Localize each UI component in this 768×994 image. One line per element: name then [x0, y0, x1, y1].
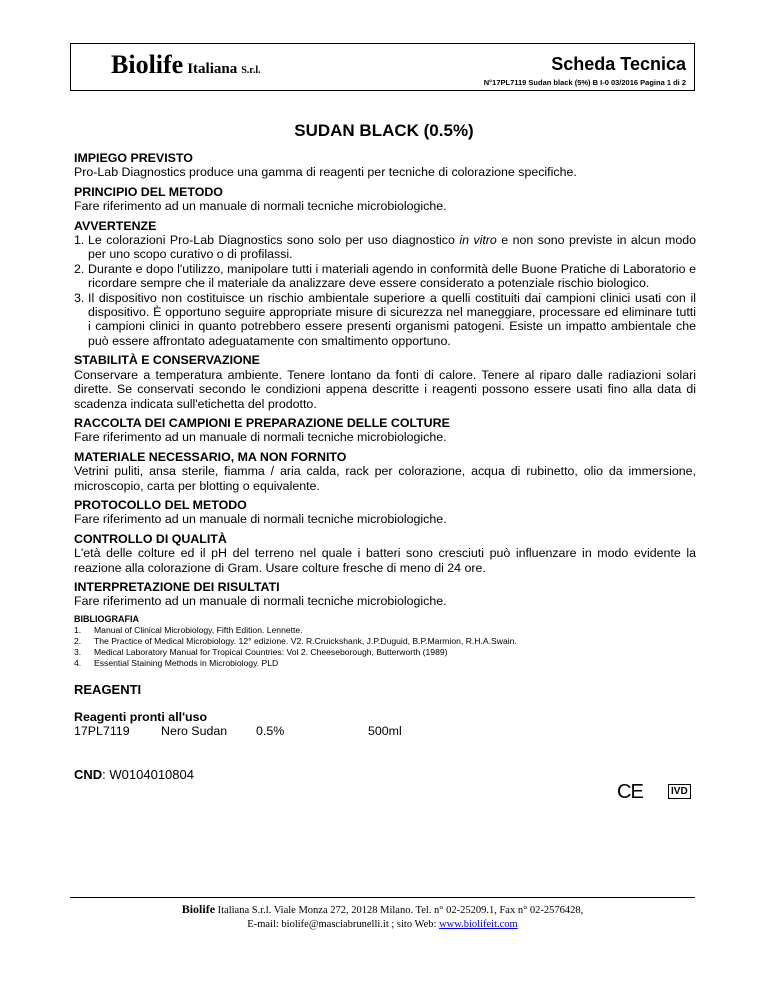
section-reagenti [74, 682, 696, 739]
section-text: Fare riferimento ad un manuale di normali tecniche microbiologiche. [74, 199, 447, 214]
section-text: Conservare a temperatura ambiente. Tenere lontano da fonti di calore. Tenere al riparo dalle radiazioni solari dirette. Se conservati secondo le condizioni appena descritte i reagenti possono essere usati fino alla data di scadenza indicata sull'etichetta del prodotto. [74, 367, 696, 411]
section-heading: PRINCIPIO DEL METODO [74, 184, 223, 199]
section-materiale [74, 450, 696, 493]
section-text: Fare riferimento ad un manuale di normali tecniche microbiologiche. [74, 430, 447, 445]
section-heading: CONTROLLO DI QUALITÀ [74, 531, 227, 546]
reagent-concentration: 0.5% [256, 724, 285, 739]
cnd-code: CND: W0104010804 [74, 767, 194, 783]
ivd-mark-icon: IVD [668, 784, 691, 799]
section-bibliografia [74, 614, 696, 669]
reagent-volume: 500ml [368, 724, 402, 739]
list-item: 1. Le colorazioni Pro-Lab Diagnostics sono solo per uso diagnostico in vitro e non sono previste in alcun modo per uno scopo curativo o di profilassi. [74, 233, 696, 262]
sheet-reference: N°17PL7119 Sudan black (5%) B I-0 03/2016 Pagina 1 di 2 [483, 78, 686, 87]
reagents-subheading: Reagenti pronti all'uso [74, 709, 208, 724]
brand-suffix: S.r.l. [241, 65, 261, 76]
brand-logo [111, 50, 261, 80]
section-heading: STABILITÀ E CONSERVAZIONE [74, 353, 260, 368]
section-heading: AVVERTENZE [74, 218, 157, 233]
brand-main: Biolife [111, 50, 184, 79]
section-principio [74, 185, 696, 214]
reagent-code: 17PL7119 [74, 724, 130, 739]
document-title: SUDAN BLACK (0.5%) [294, 121, 474, 140]
document-body [74, 151, 696, 783]
ce-mark-icon: CE [617, 781, 643, 803]
list-item: 3. Il dispositivo non costituisce un rischio ambientale superiore a quelli costituiti dai campioni clinici usati con il dispositivo. È opportuno seguire appropriate misure di sicurezza nel maneggiare, processare ed eliminare tutti i campioni clinici in quanto potrebbero essere presenti organismi patogeni. Esiste un impatto ambientale che può essere affrontato adeguatamente con smaltimento opportuno. [74, 290, 696, 348]
section-text: Fare riferimento ad un manuale di normali tecniche microbiologiche. [74, 594, 447, 609]
sheet-title: Scheda Tecnica [551, 54, 686, 74]
section-interpretazione [74, 580, 696, 609]
warnings-list [74, 233, 696, 348]
section-heading: BIBLIOGRAFIA [74, 613, 139, 624]
section-text: L'età delle colture ed il pH del terreno nel quale i batteri sono cresciuti può influenzare in modo evidente la reazione alla colorazione di Gram. Usare colture fresche di meno di 24 ore. [74, 546, 696, 575]
list-item: 2. Durante e dopo l'utilizzo, manipolare tutti i materiali agendo in conformità delle Buone Pratiche di Laboratorio e ricordare sempre che il materiale da analizzare deve essere considerato a potenziale rischio biologico. [74, 261, 696, 291]
section-heading: IMPIEGO PREVISTO [74, 151, 193, 165]
reagent-name: Nero Sudan [161, 724, 228, 739]
bibliography-item: 2. The Practice of Medical Microbiology. 12° edizione. V2. R.Cruickshank, J.P.Duguid, B.P.Marmion, R.H.A.Swain. [74, 635, 517, 646]
section-heading: REAGENTI [74, 681, 142, 697]
section-text: Vetrini puliti, ansa sterile, fiamma / aria calda, rack per colorazione, acqua di rubinetto, olio da immersione, microscopio, carta per blotting o equivalente. [74, 464, 696, 493]
section-protocollo [74, 498, 696, 527]
website-link[interactable]: www.biolifeit.com [439, 919, 518, 930]
section-text: Fare riferimento ad un manuale di normali tecniche microbiologiche. [74, 512, 447, 527]
footer-divider [70, 897, 695, 898]
brand-sub: Italiana [187, 61, 238, 77]
section-impiego [74, 151, 696, 180]
bibliography-item: 3. Medical Laboratory Manual for Tropical Countries: Vol 2. Cheeseborough, Butterworth (1989) [74, 646, 448, 657]
header-box [70, 43, 695, 91]
footer [70, 902, 695, 932]
section-stabilita [74, 353, 696, 411]
footer-line-1: Biolife Italiana S.r.l. Viale Monza 272, 20128 Milano. Tel. n° 02-25209.1, Fax n° 02-2576428, [181, 902, 584, 916]
reagent-row [74, 724, 696, 739]
bibliography-item: 4. Essential Staining Methods in Microbiology. PLD [74, 657, 279, 668]
bibliography-item: 1. Manual of Clinical Microbiology, Fifth Edition. Lennette. [74, 624, 303, 635]
section-avvertenze [74, 219, 696, 349]
section-controllo [74, 532, 696, 575]
section-heading: MATERIALE NECESSARIO, MA NON FORNITO [74, 449, 347, 464]
section-raccolta [74, 416, 696, 445]
footer-line-2: E-mail: biolife@masciabrunelli.it ; sito Web: www.biolifeit.com [247, 919, 518, 930]
section-heading: RACCOLTA DEI CAMPIONI E PREPARAZIONE DELLE COLTURE [74, 415, 450, 430]
section-heading: INTERPRETAZIONE DEI RISULTATI [74, 579, 280, 594]
section-heading: PROTOCOLLO DEL METODO [74, 497, 247, 512]
section-text: Pro-Lab Diagnostics produce una gamma di reagenti per tecniche di colorazione specifiche. [74, 165, 577, 180]
